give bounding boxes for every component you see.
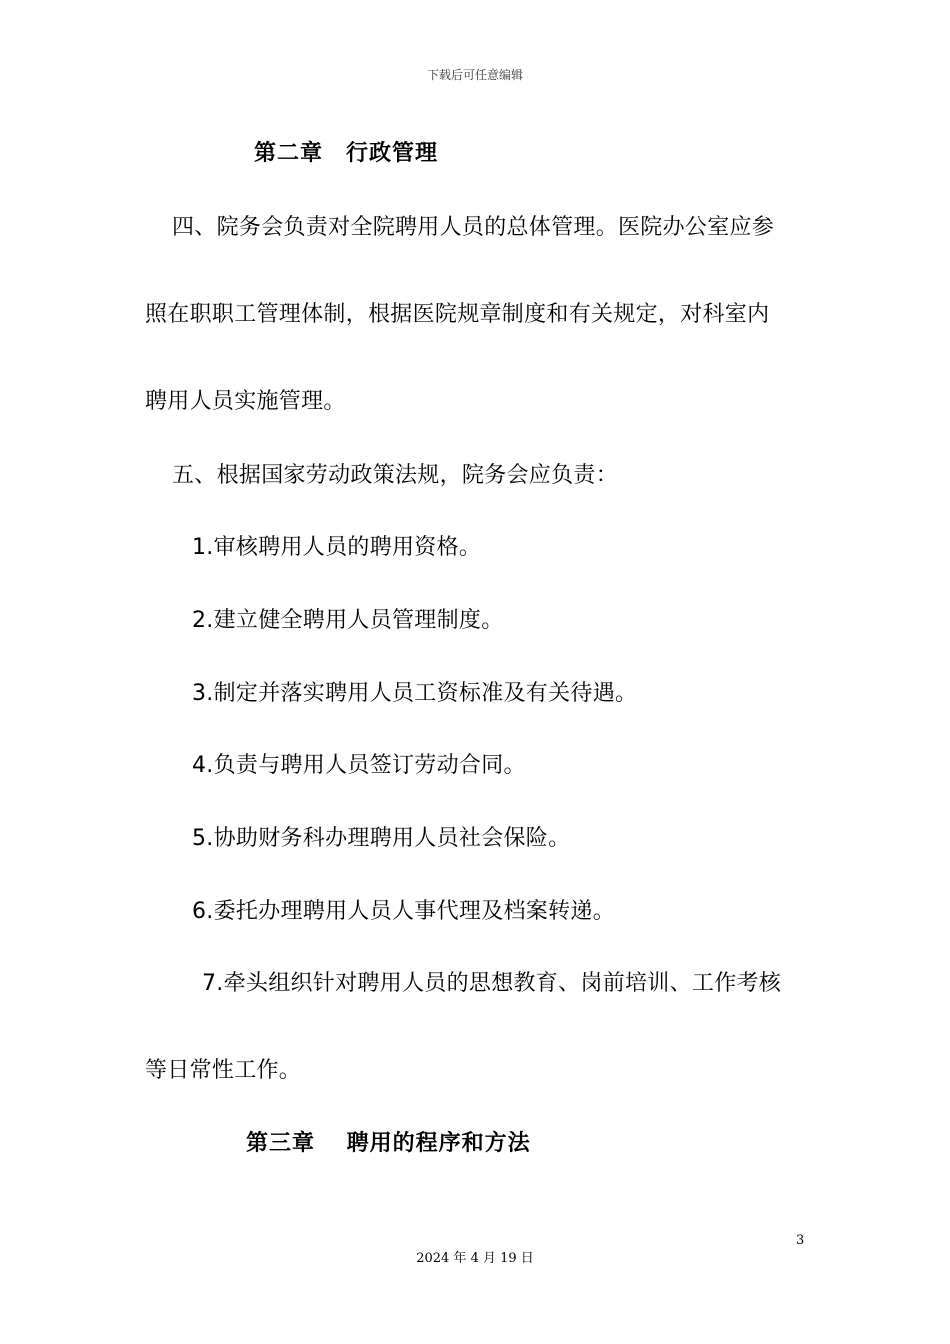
- chapter-2-title: 第二章 行政管理: [254, 141, 439, 166]
- list-item-7-line-2: 等日常性工作。: [145, 1058, 302, 1083]
- list-item-5: 5.协助财务科办理聘用人员社会保险。: [192, 826, 571, 851]
- list-item-1: 1.审核聘用人员的聘用资格。: [192, 535, 482, 560]
- paragraph-4-line-3: 聘用人员实施管理。: [145, 389, 346, 414]
- paragraph-5-intro: 五、根据国家劳动政策法规，院务会应负责：: [172, 463, 619, 488]
- list-item-6: 6.委托办理聘用人员人事代理及档案转递。: [192, 899, 615, 924]
- list-item-2: 2.建立健全聘用人员管理制度。: [192, 608, 504, 633]
- list-item-4: 4.负责与聘用人员签订劳动合同。: [192, 753, 526, 778]
- chapter-3-title: 第三章 聘用的程序和方法: [246, 1131, 531, 1156]
- paragraph-4-line-2: 照在职职工管理体制，根据医院规章制度和有关规定，对科室内: [145, 302, 770, 327]
- footer-date: 2024 年 4 月 19 日: [416, 1251, 534, 1266]
- page-number: 3: [796, 1233, 805, 1248]
- list-item-3: 3.制定并落实聘用人员工资标准及有关待遇。: [192, 681, 638, 706]
- paragraph-4-line-1: 四、院务会负责对全院聘用人员的总体管理。医院办公室应参: [172, 215, 775, 240]
- list-item-7-line-1: 7.牵头组织针对聘用人员的思想教育、岗前培训、工作考核: [202, 971, 782, 996]
- header-note: 下载后可任意编辑: [426, 68, 523, 82]
